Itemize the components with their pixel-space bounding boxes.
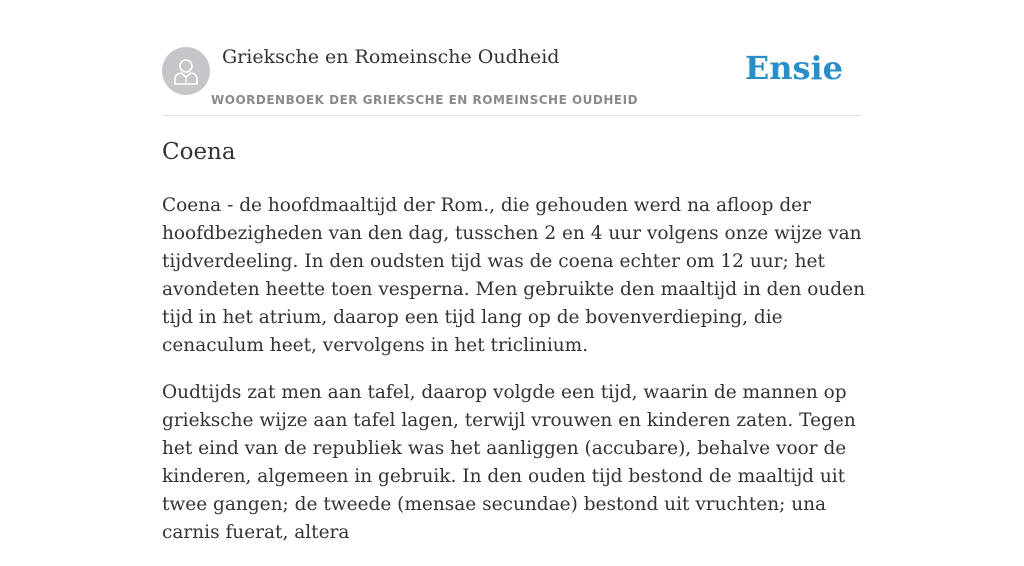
author-name[interactable]: Grieksche en Romeinsche Oudheid — [222, 46, 560, 68]
avatar[interactable] — [162, 47, 210, 95]
source-title[interactable]: WOORDENBOEK DER GRIEKSCHE EN ROMEINSCHE OUDHEID — [211, 93, 639, 107]
paragraph: Oudtijds zat men aan tafel, daarop volgde een tijd, waarin de mannen op grieksche wijze aan tafel lagen, terwijl vrouwen en kinderen zaten. Tegen het eind van de republiek was het aanliggen (accubare), behalve voor de kinderen, algemeen in gebruik. In den ouden tijd bestond de maaltijd uit twee gangen; de tweede (mensae secundae) bestond uit vruchten; una carnis fuerat, altera — [162, 382, 856, 543]
page-title: Coena — [162, 139, 236, 165]
paragraph: Coena - de hoofdmaaltijd der Rom., die gehouden werd na afloop der hoofdbezigheden van den dag, tusschen 2 en 4 uur volgens onze wijze van tijdverdeeling. In den oudsten tijd was de coena echter om 12 uur; het avondeten heette toen vesperna. Men gebruikte den maaltijd in den ouden tijd in het atrium, daarop een tijd lang op de bovenverdieping, die cenaculum heet, vervolgens in het triclinium. — [162, 195, 865, 356]
header-divider — [162, 115, 862, 116]
user-icon — [171, 56, 201, 86]
entry-header — [162, 44, 862, 116]
ensie-logo[interactable]: Ensie — [744, 49, 843, 87]
article-body — [162, 192, 866, 566]
